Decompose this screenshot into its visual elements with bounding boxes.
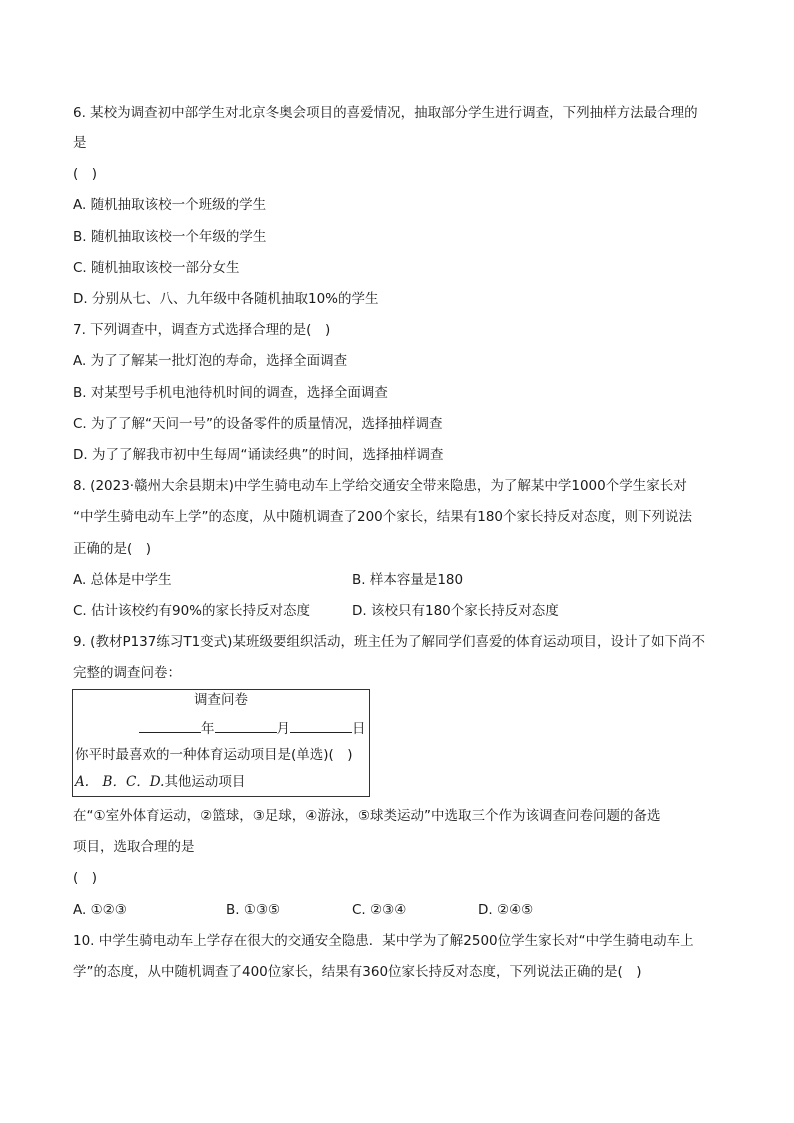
q8-option-d: D. 该校只有180个家长持反对态度 xyxy=(352,603,559,619)
q8-option-a: A. 总体是中学生 xyxy=(73,572,172,588)
q7-option-c: C. 为了了解“天问一号”的设备零件的质量情况，选择抽样调查 xyxy=(73,416,443,432)
q6-answer-paren: ( ) xyxy=(73,166,98,182)
q7-option-b: B. 对某型号手机电池待机时间的调查，选择全面调查 xyxy=(73,385,388,401)
q6-option-a: A. 随机抽取该校一个班级的学生 xyxy=(73,197,267,213)
q7-option-d: D. 为了了解我市初中生每周“诵读经典”的时间，选择抽样调查 xyxy=(73,447,444,463)
q9-option-d: D. ②④⑤ xyxy=(478,902,534,918)
survey-month-label: 月 xyxy=(276,721,290,737)
survey-option-letters: A. B．C．D. xyxy=(75,774,165,790)
q8-stem-line3: 正确的是( ) xyxy=(73,541,152,557)
survey-month-blank xyxy=(215,718,277,733)
q7-stem: 7. 下列调查中，调查方式选择合理的是( ) xyxy=(73,322,331,338)
survey-year-blank xyxy=(139,718,201,733)
q9-option-c: C. ②③④ xyxy=(352,902,407,918)
q9-answer-paren: ( ) xyxy=(73,870,98,886)
q8-option-c: C. 估计该校约有90%的家长持反对态度 xyxy=(73,603,311,619)
q9-stem-line2: 完整的调查问卷： xyxy=(73,665,181,681)
q9-option-a: A. ①②③ xyxy=(73,902,127,918)
q10-stem-line2: 学”的态度，从中随机调查了400位家长，结果有360位家长持反对态度，下列说法正确的是( ) xyxy=(73,964,642,980)
q9-followup-line2: 项目，选取合理的是 xyxy=(73,839,195,855)
survey-title: 调查问卷 xyxy=(194,692,248,708)
q6-option-c: C. 随机抽取该校一部分女生 xyxy=(73,260,240,276)
survey-questionnaire-box xyxy=(72,689,370,797)
survey-option-other: 其他运动项目 xyxy=(164,774,246,790)
survey-options xyxy=(75,772,245,792)
q6-option-d: D. 分别从七、八、九年级中各随机抽取10%的学生 xyxy=(73,291,379,307)
survey-question: 你平时最喜欢的一种体育运动项目是(单选)( ) xyxy=(75,747,353,763)
q7-option-a: A. 为了了解某一批灯泡的寿命，选择全面调查 xyxy=(73,353,348,369)
q8-stem-line2: “中学生骑电动车上学”的态度，从中随机调查了200个家长，结果有180个家长持反对态度，则下列说法 xyxy=(73,509,693,525)
q6-stem-continued: 是 xyxy=(73,135,87,151)
q8-stem: 8. (2023·赣州大余县期末)中学生骑电动车上学给交通安全带来隐患，为了解某中学1000个学生家长对 xyxy=(73,478,687,494)
survey-year-label: 年 xyxy=(201,721,215,737)
survey-date-line xyxy=(139,718,366,739)
q10-stem: 10. 中学生骑电动车上学存在很大的交通安全隐患．某中学为了解2500位学生家长对“中学生骑电动车上 xyxy=(73,933,694,949)
q9-option-b: B. ①③⑤ xyxy=(226,902,281,918)
q6-stem: 6. 某校为调查初中部学生对北京冬奥会项目的喜爱情况，抽取部分学生进行调查，下列抽样方法最合理的 xyxy=(73,105,698,121)
survey-day-blank xyxy=(290,718,352,733)
q8-option-b: B. 样本容量是180 xyxy=(352,572,464,588)
q9-stem: 9. (教材P137练习T1变式)某班级要组织活动，班主任为了解同学们喜爱的体育运动项目，设计了如下尚不 xyxy=(73,634,705,650)
survey-day-label: 日 xyxy=(352,721,366,737)
q6-option-b: B. 随机抽取该校一个年级的学生 xyxy=(73,229,267,245)
q9-followup: 在“①室外体育运动，②篮球，③足球，④游泳，⑤球类运动”中选取三个作为该调查问卷问题的备选 xyxy=(73,808,661,824)
